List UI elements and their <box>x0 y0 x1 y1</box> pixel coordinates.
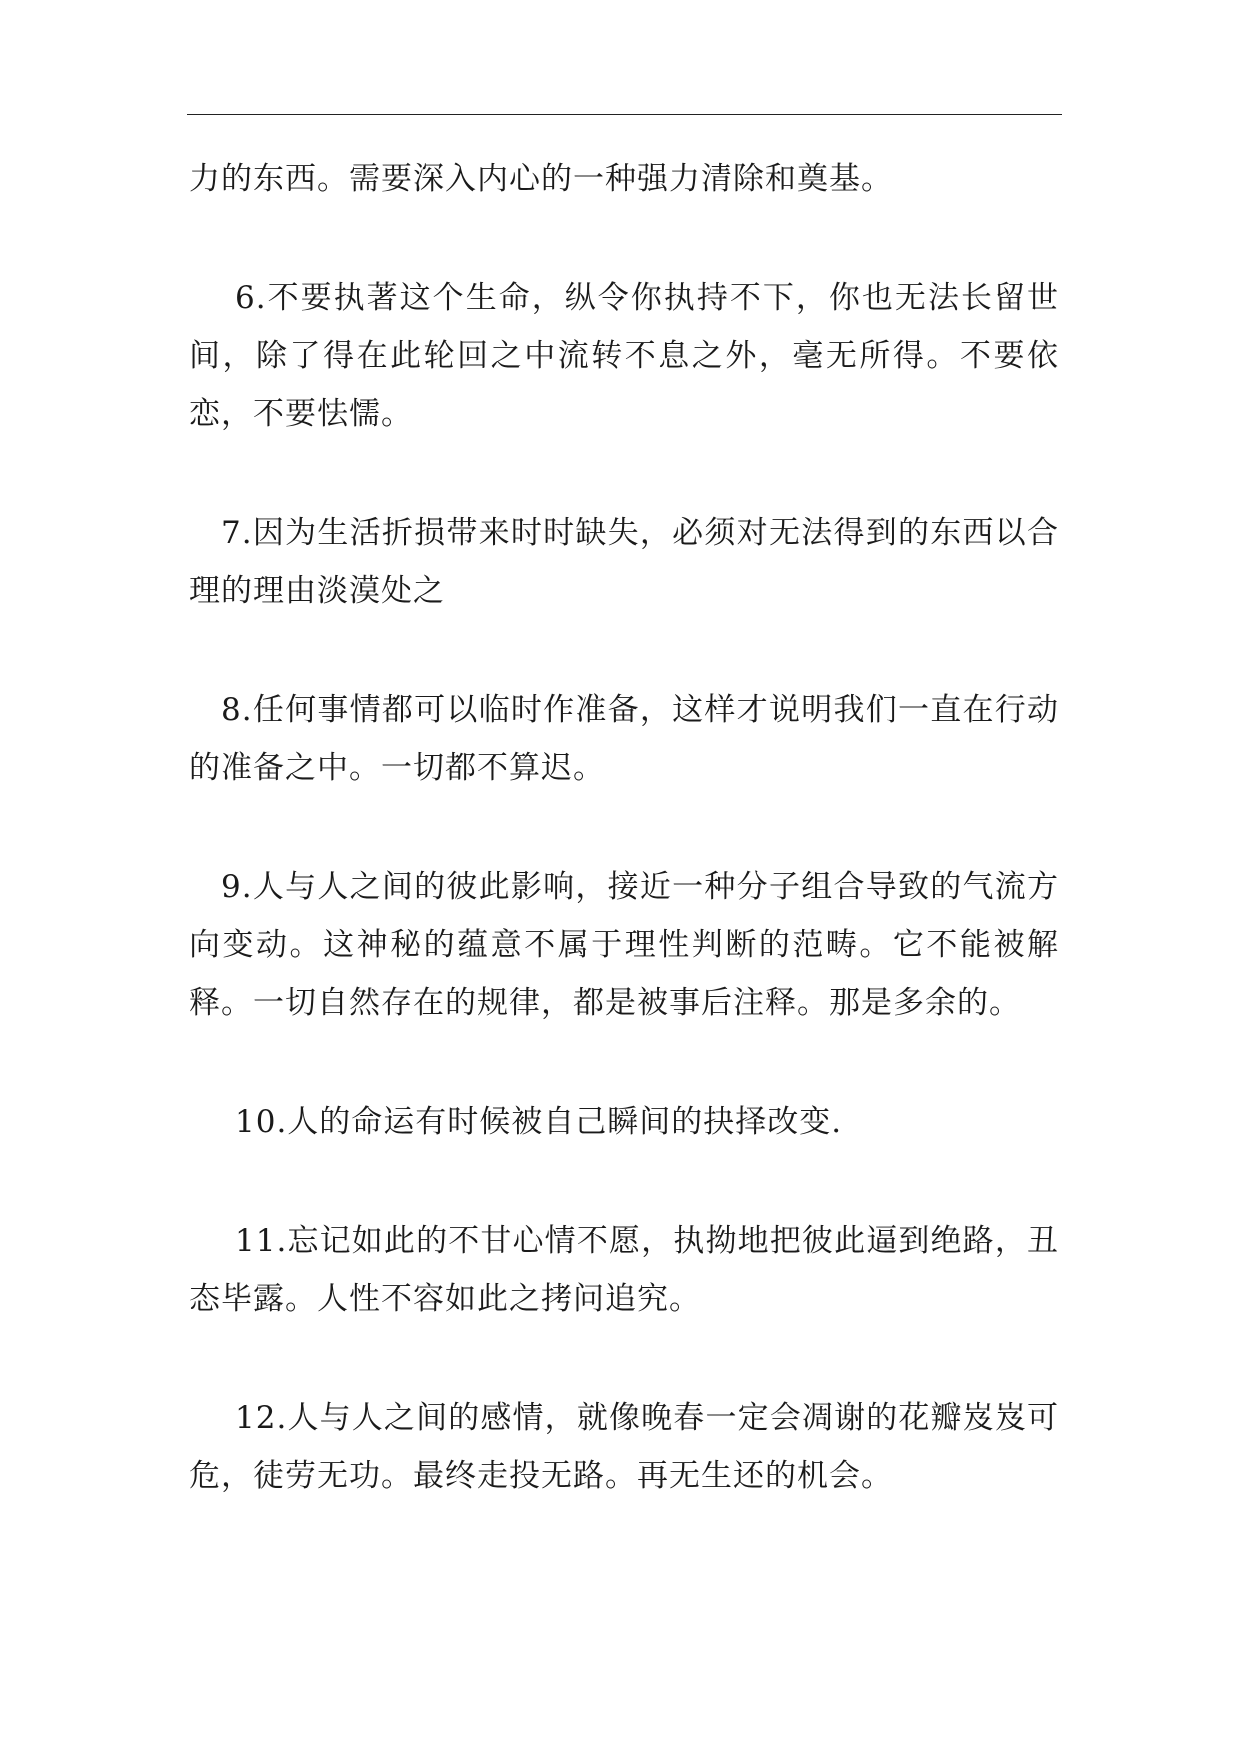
paragraph-12: 12.人与人之间的感情，就像晚春一定会凋谢的花瓣岌岌可危，徒劳无功。最终走投无路。再无生还的机会。 <box>189 1400 1059 1494</box>
paragraph-10: 10.人的命运有时候被自己瞬间的抉择改变. <box>235 1104 843 1140</box>
paragraph-8: 8.任何事情都可以临时作准备，这样才说明我们一直在行动的准备之中。一切都不算迟。 <box>189 692 1059 786</box>
body-text <box>189 150 1059 1505</box>
paragraph-11: 11.忘记如此的不甘心情不愿，执拗地把彼此逼到绝路，丑态毕露。人性不容如此之拷问追究。 <box>189 1223 1059 1317</box>
paragraph-7: 7.因为生活折损带来时时缺失，必须对无法得到的东西以合理的理由淡漠处之 <box>189 515 1059 609</box>
paragraph-6: 6.不要执著这个生命，纵令你执持不下，你也无法长留世间，除了得在此轮回之中流转不息之外，毫无所得。不要依恋，不要怯懦。 <box>189 280 1059 432</box>
header-rule <box>187 114 1062 115</box>
paragraph-5-continued: 力的东西。需要深入内心的一种强力清除和奠基。 <box>189 161 893 197</box>
paragraph-9: 9.人与人之间的彼此影响，接近一种分子组合导致的气流方向变动。这神秘的蕴意不属于理性判断的范畴。它不能被解释。一切自然存在的规律，都是被事后注释。那是多余的。 <box>189 869 1059 1021</box>
